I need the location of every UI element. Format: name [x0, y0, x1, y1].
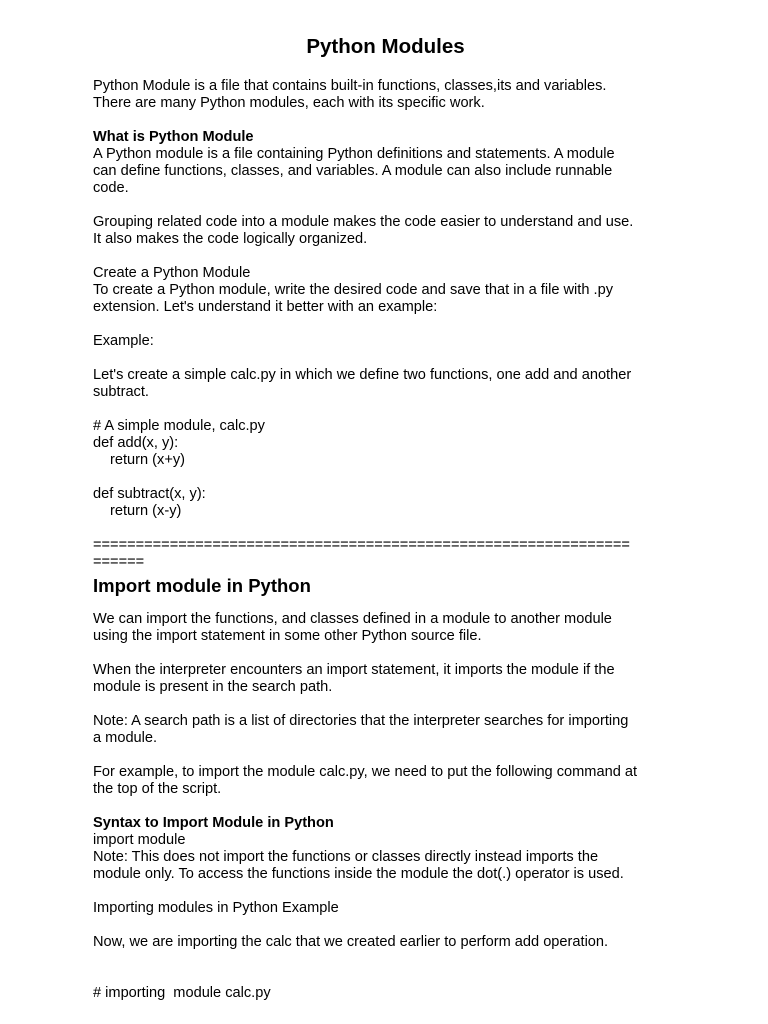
- section-heading-create: Create a Python Module: [93, 265, 251, 281]
- intro-line: There are many Python modules, each with its specific work.: [93, 95, 485, 111]
- syntax-note-line: Note: This does not import the functions or classes directly instead imports the: [93, 849, 599, 865]
- create-line: To create a Python module, write the desired code and save that in a file with .py: [93, 282, 613, 298]
- rule-line: ======: [93, 554, 145, 570]
- grouping-line: It also makes the code logically organized.: [93, 231, 368, 247]
- import-example-paragraph: [93, 764, 678, 798]
- code-line-importing-comment: # importing module calc.py: [93, 985, 271, 1001]
- create-paragraph: [93, 282, 678, 316]
- import-line: a module.: [93, 730, 158, 746]
- what-paragraph: [93, 146, 678, 197]
- import-line: using the import statement in some other Python source file.: [93, 628, 482, 644]
- grouping-line: Grouping related code into a module makes the code easier to understand and use.: [93, 214, 634, 230]
- intro-line: Python Module is a file that contains built-in functions, classes,its and variables.: [93, 78, 607, 94]
- code-line: def subtract(x, y):: [93, 486, 206, 502]
- what-line: code.: [93, 180, 129, 196]
- import-line: When the interpreter encounters an import statement, it imports the module if the: [93, 662, 615, 678]
- section-heading-syntax: Syntax to Import Module in Python: [93, 815, 334, 831]
- code-line: def add(x, y):: [93, 435, 179, 451]
- syntax-code: import module: [93, 832, 186, 848]
- import-line: module is present in the search path.: [93, 679, 333, 695]
- syntax-note-paragraph: [93, 849, 678, 883]
- example-label: Example:: [93, 333, 154, 349]
- calc-intro-paragraph: [93, 367, 678, 401]
- calc-intro-line: Let's create a simple calc.py in which we define two functions, one add and another: [93, 367, 632, 383]
- section-heading-what: What is Python Module: [93, 129, 254, 145]
- import-note-paragraph: [93, 713, 678, 747]
- create-line: extension. Let's understand it better with an example:: [93, 299, 438, 315]
- import-line: We can import the functions, and classes defined in a module to another module: [93, 611, 612, 627]
- import-paragraph-1: [93, 611, 678, 645]
- rule-line: ===============================================================: [93, 537, 630, 553]
- intro-paragraph: [93, 78, 678, 112]
- code-line: return (x-y): [110, 503, 182, 519]
- code-line: return (x+y): [110, 452, 186, 468]
- code-line: # A simple module, calc.py: [93, 418, 265, 434]
- separator-rule: [93, 537, 678, 571]
- what-line: A Python module is a file containing Python definitions and statements. A module: [93, 146, 615, 162]
- what-line: can define functions, classes, and variables. A module can also include runnable: [93, 163, 613, 179]
- grouping-paragraph: [93, 214, 678, 248]
- code-block-calc: [93, 418, 678, 520]
- import-paragraph-2: [93, 662, 678, 696]
- section-heading-import: Import module in Python: [93, 575, 311, 596]
- importing-example-label: Importing modules in Python Example: [93, 900, 339, 916]
- import-line: the top of the script.: [93, 781, 222, 797]
- import-line: For example, to import the module calc.py, we need to put the following command at: [93, 764, 638, 780]
- syntax-note-line: module only. To access the functions inside the module the dot(.) operator is used.: [93, 866, 624, 882]
- calc-intro-line: subtract.: [93, 384, 149, 400]
- import-line: Note: A search path is a list of directories that the interpreter searches for importing: [93, 713, 629, 729]
- importing-intro: Now, we are importing the calc that we created earlier to perform add operation.: [93, 934, 609, 950]
- page-title: Python Modules: [306, 35, 465, 58]
